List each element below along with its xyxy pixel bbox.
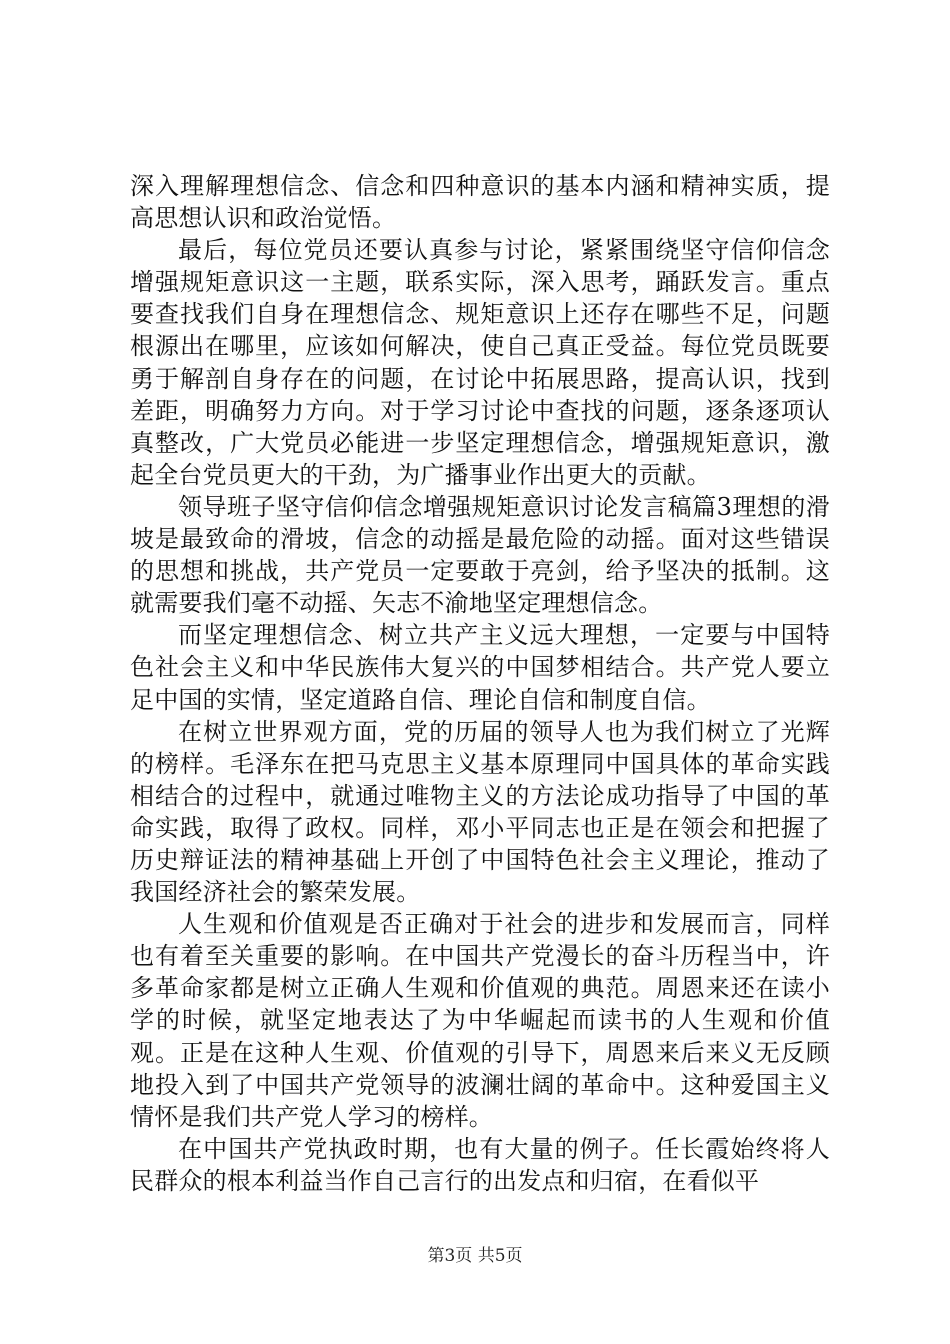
paragraph-7: 在中国共产党执政时期，也有大量的例子。任长霞始终将人民群众的根本利益当作自己言行的出发点和归宿，在看似平 — [130, 1134, 830, 1195]
page-number: 第3页 共5页 — [427, 1246, 523, 1266]
paragraph-6: 人生观和价值观是否正确对于社会的进步和发展而言，同样也有着至关重要的影响。在中国共产党漫长的奋斗历程当中，许多革命家都是树立正确人生观和价值观的典范。周恩来还在读小学的时候，就坚定地表达了为中华崛起而读书的人生观和价值观。正是在这种人生观、价值观的引导下，周恩来后来义无反顾地投入到了中国共产党领导的波澜壮阔的革命中。这种爱国主义情怀是我们共产党人学习的榜样。 — [130, 910, 830, 1131]
document-body — [130, 170, 830, 1197]
page-footer — [0, 1241, 950, 1266]
paragraph-3: 领导班子坚守信仰信念增强规矩意识讨论发言稿篇3理想的滑坡是最致命的滑坡，信念的动摇是最危险的动摇。面对这些错误的思想和挑战，共产党员一定要敢于亮剑，给予坚决的抵制。这就需要我们毫不动摇、矢志不渝地坚定理想信念。 — [130, 492, 830, 618]
paragraph-2: 最后，每位党员还要认真参与讨论，紧紧围绕坚守信仰信念增强规矩意识这一主题，联系实际，深入思考，踊跃发言。重点要查找我们自身在理想信念、规矩意识上还存在哪些不足，问题根源出在哪里，应该如何解决，使自己真正受益。每位党员既要勇于解剖自身存在的问题，在讨论中拓展思路，提高认识，找到差距，明确努力方向。对于学习讨论中查找的问题，逐条逐项认真整改，广大党员必能进一步坚定理想信念，增强规矩意识，激起全台党员更大的干劲，为广播事业作出更大的贡献。 — [130, 236, 830, 489]
paragraph-1: 深入理解理想信念、信念和四种意识的基本内涵和精神实质，提高思想认识和政治觉悟。 — [130, 172, 830, 233]
paragraph-5: 在树立世界观方面，党的历届的领导人也为我们树立了光辉的榜样。毛泽东在把马克思主义基本原理同中国具体的革命实践相结合的过程中，就通过唯物主义的方法论成功指导了中国的革命实践，取得了政权。同样，邓小平同志也正是在领会和把握了历史辩证法的精神基础上开创了中国特色社会主义理论，推动了我国经济社会的繁荣发展。 — [130, 717, 830, 907]
paragraph-4: 而坚定理想信念、树立共产主义远大理想，一定要与中国特色社会主义和中华民族伟大复兴的中国梦相结合。共产党人要立足中国的实情，坚定道路自信、理论自信和制度自信。 — [130, 621, 830, 714]
